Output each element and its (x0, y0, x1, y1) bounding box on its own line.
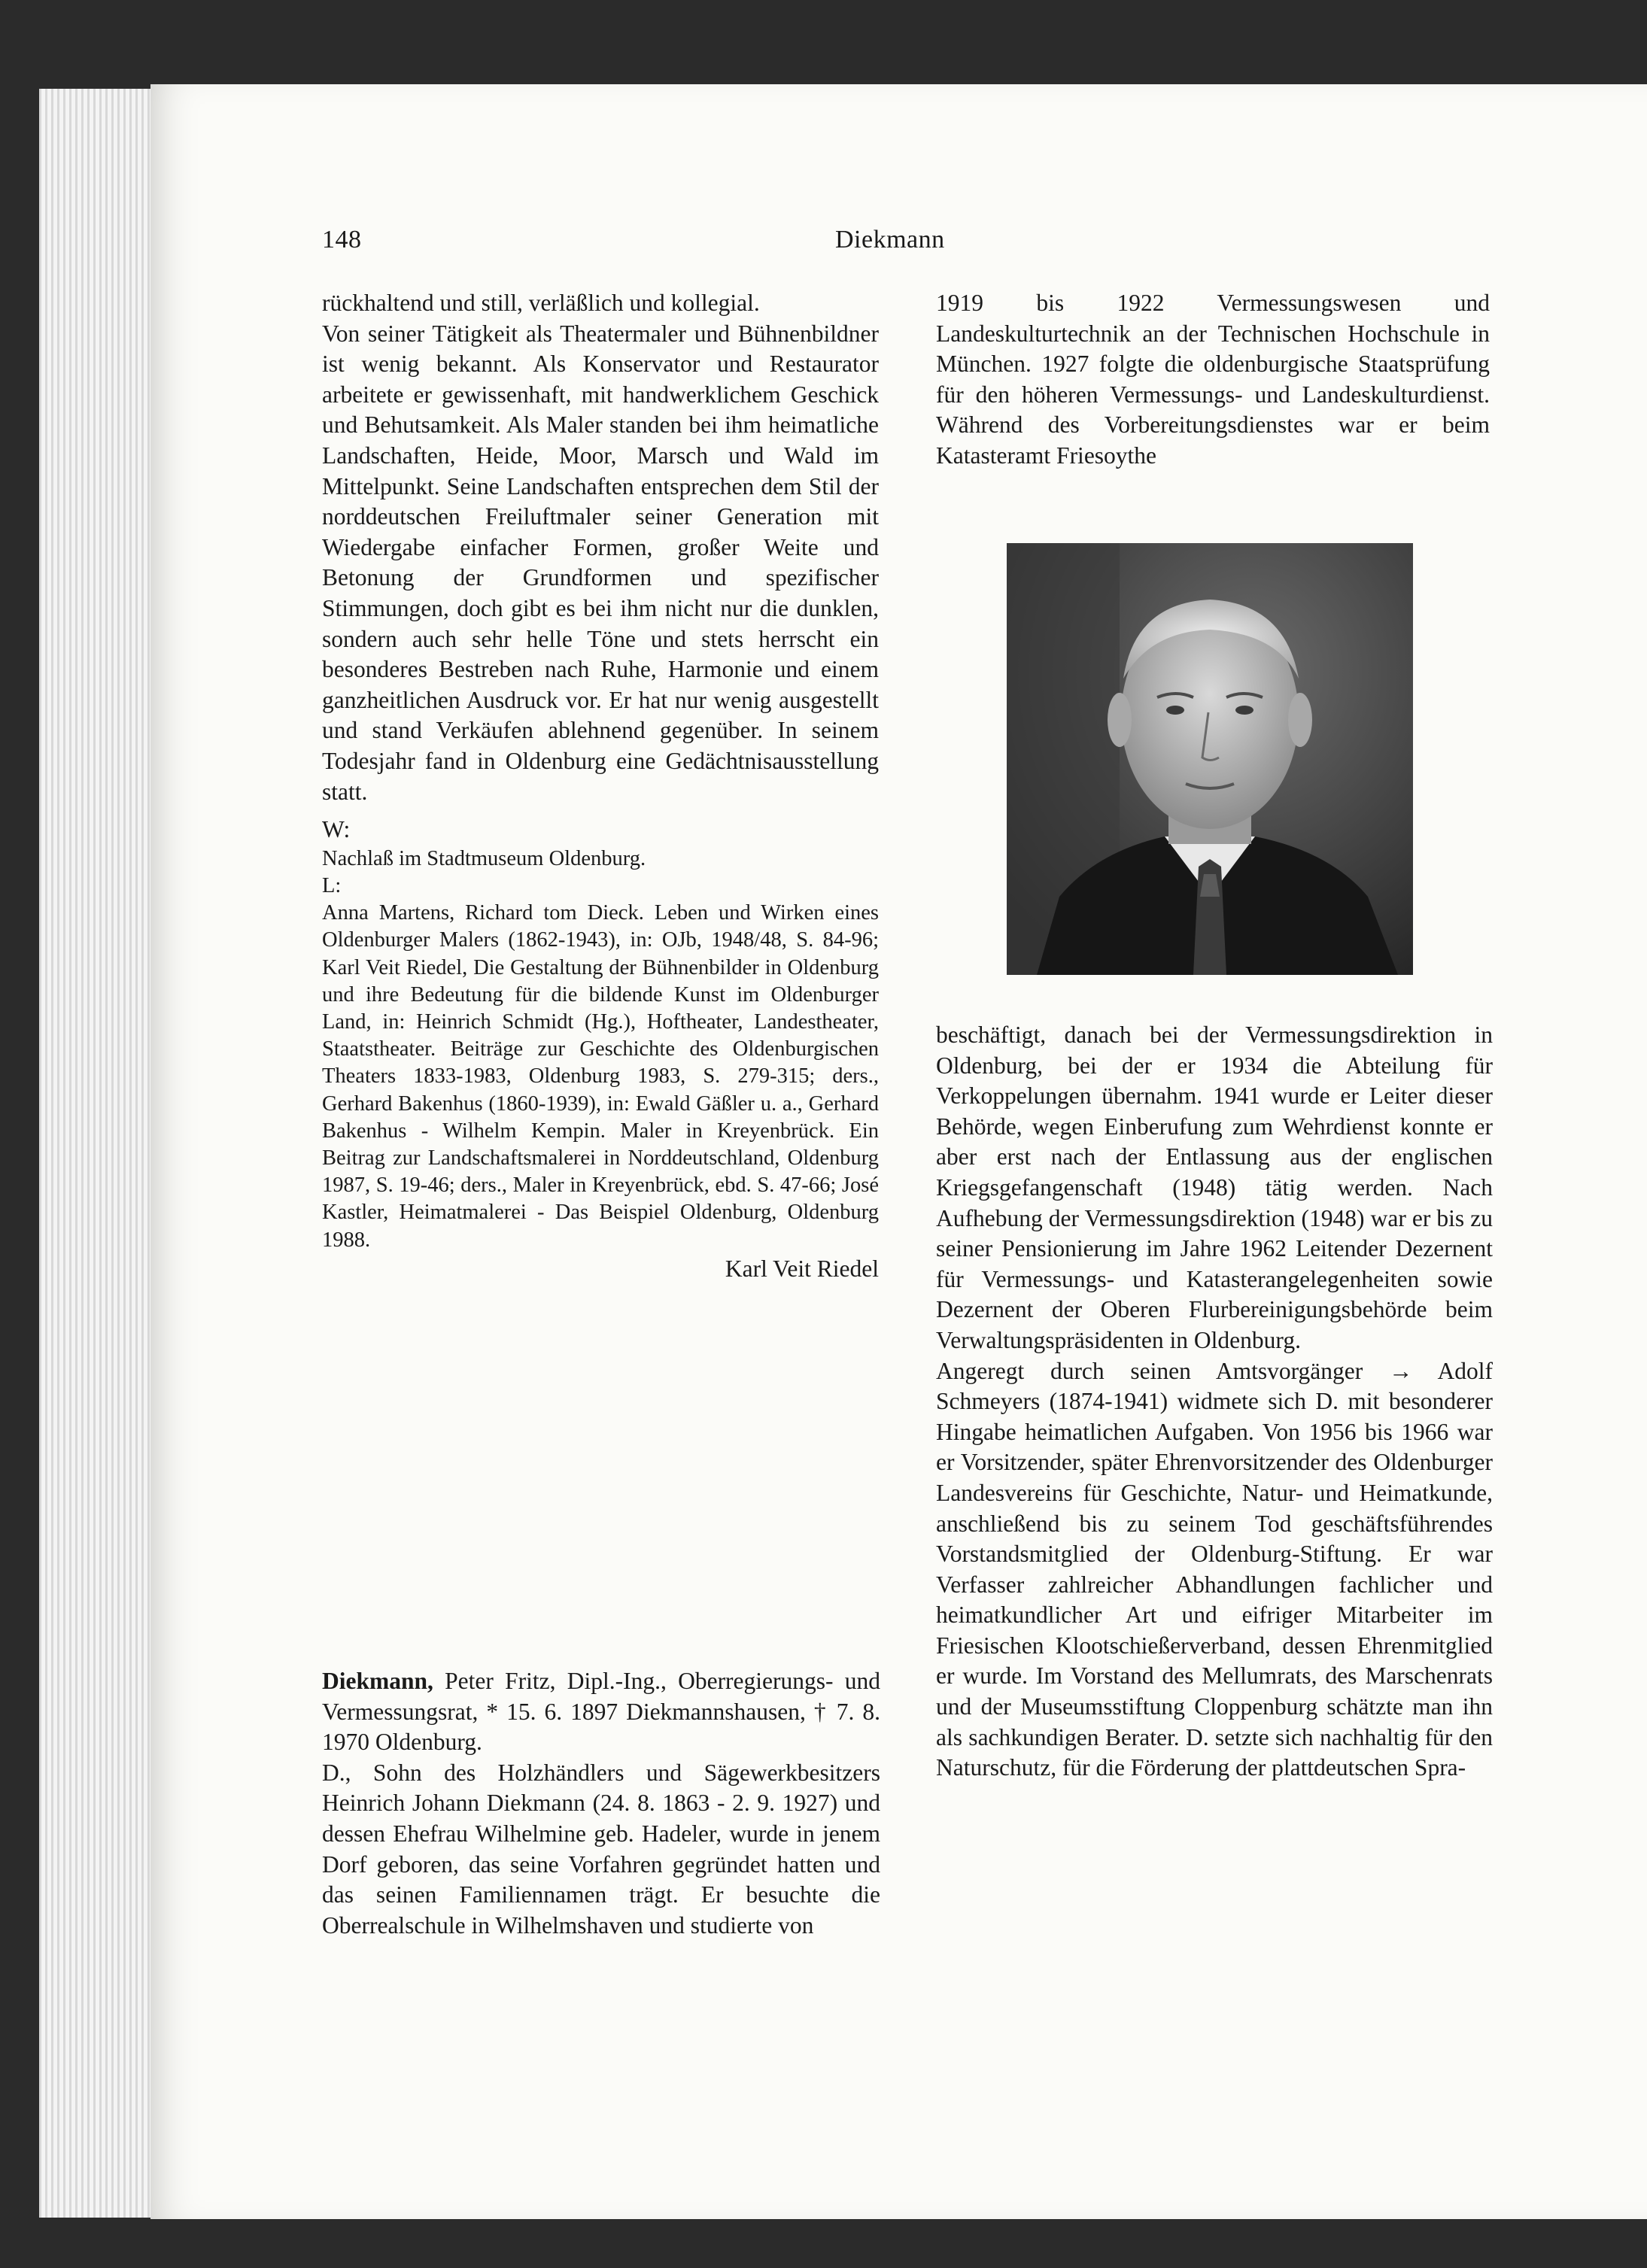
paragraph-end-previous-entry: rückhaltend und still, verläßlich und kollegial. (322, 290, 760, 316)
page-number: 148 (322, 226, 362, 254)
left-column-bottom (322, 1666, 880, 1941)
paragraph-honorary-work: Angeregt durch seinen Amtsvorgänger → Adolf Schmeyers (1874-1941) widmete sich D. mit besonderer Hingabe heimatlichen Aufgaben. Von 1956 bis 1966 war er Vorsitzender, später Ehrenvorsitzender des Oldenburger Landesvereins für Geschichte, Natur- und Heimatkunde, anschließend bis zu seinem Tod geschäftsführendes Vorstandsmitglied der Oldenburg-Stiftung. Er war Verfasser zahlreicher Abhandlungen fachlicher und heimatkundlicher Art und eifriger Mitarbeiter im Friesischen Klootschießerverband, dessen Ehrenmitglied er wurde. Im Vorstand des Mellumrats, des Marschenrats und der Museumsstiftung Cloppenburg schätzte man ihn als sachkundigen Berater. D. setzte sich nachhaltig für den Naturschutz, für die Förderung der plattdeutschen Spra- (936, 1357, 1493, 1781)
entry-author: Karl Veit Riedel (725, 1255, 879, 1282)
book-page-edges (39, 89, 160, 2218)
portrait-photo (1007, 543, 1413, 975)
entry-heading (322, 1666, 880, 1758)
literature-label: L: (322, 873, 342, 897)
paragraph-education: 1919 bis 1922 Vermessungswesen und Landeskulturtechnik an der Technischen Hochschule in München. 1927 folgte die oldenburgische Staatsprüfung für den höheren Vermessungs- und Landeskulturdienst. Während des Vorbereitungsdienstes war er beim Katasteramt Friesoythe (936, 290, 1490, 469)
works-text: Nachlaß im Stadtmuseum Oldenburg. (322, 846, 646, 870)
paragraph-biography-start: D., Sohn des Holzhändlers und Sägewerkbesitzers Heinrich Johann Diekmann (24. 8. 1863 - 2. 9. 1927) und dessen Ehefrau Wilhelmine geb. Hadeler, wurde in jenem Dorf geboren, das seine Vorfahren gegründet hatten und das seinen Familiennamen trägt. Er besuchte die Oberrealschule in Wilhelmshaven und studierte von (322, 1759, 880, 1939)
paragraph-career: beschäftigt, danach bei der Vermessungsdirektion in Oldenburg, bei der er 1934 die Abteilung für Verkoppelungen übernahm. 1941 wurde er Leiter dieser Behörde, wegen Einberufung zum Wehrdienst konnte er aber erst nach der Entlassung aus der englischen Kriegsgefangenschaft (1948) tätig werden. Nach Aufhebung der Vermessungsdirektion (1948) war er bis zu seiner Pensionierung im Jahre 1962 Leitender Dezernent für Vermessungs- und Katasterangelegenheiten sowie Dezernent der Oberen Flurbereinigungsbehörde beim Verwaltungspräsidenten in Oldenburg. (936, 1022, 1493, 1353)
entry-lemma: Diekmann, (322, 1668, 433, 1694)
running-title: Diekmann (835, 226, 945, 254)
right-column-bottom (936, 1020, 1493, 1784)
entry-heading-details: Peter Fritz, Dipl.-Ing., Oberregierungs- und Vermessungsrat, * 15. 6. 1897 Diekmannshausen, † 7. 8. 1970 Oldenburg. (322, 1668, 880, 1756)
left-column-top (322, 288, 879, 1284)
paragraph-painter-description: Von seiner Tätigkeit als Theatermaler und Bühnenbildner ist wenig bekannt. Als Konservator und Restaurator arbeitete er gewissenhaft, mit handwerklichem Geschick und Behutsamkeit. Als Maler standen bei ihm heimatliche Landschaften, Heide, Moor, Marsch und Wald im Mittelpunkt. Seine Landschaften entsprechen dem Stil der norddeutschen Freiluftmaler seiner Generation mit Wiedergabe einfacher Formen, großer Weite und Betonung der Grundformen und spezifischer Stimmungen, doch gibt es bei ihm nicht nur die dunklen, sondern auch sehr helle Töne und stets herrscht ein besonderes Bestreben nach Ruhe, Harmonie und einem ganzheitlichen Ausdruck vor. Er hat nur wenig ausgestellt und stand Verkäufen ablehnend gegenüber. In seinem Todesjahr fand in Oldenburg eine Gedächtnisausstellung statt. (322, 320, 879, 805)
right-column-top (936, 288, 1490, 472)
literature-text: Anna Martens, Richard tom Dieck. Leben und Wirken eines Oldenburger Malers (1862-1943), in: OJb, 1948/48, S. 84-96; Karl Veit Riedel, Die Gestaltung der Bühnenbilder in Oldenburg und ihre Bedeutung für die bildende Kunst im Oldenburger Land, in: Heinrich Schmidt (Hg.), Hoftheater, Landestheater, Staatstheater. Beiträge zur Geschichte des Oldenburgischen Theaters 1833-1983, Oldenburg 1983, S. 279-315; ders., Gerhard Bakenhus (1860-1939), in: Ewald Gäßler u. a., Gerhard Bakenhus - Wilhelm Kempin. Maler in Kreyenbrück. Ein Beitrag zur Landschaftsmalerei in Norddeutschland, Oldenburg 1987, S. 19-46; ders., Maler in Kreyenbrück, ebd. S. 47-66; José Kastler, Heimatmalerei - Das Beispiel Oldenburg, Oldenburg 1988. (322, 901, 879, 1252)
works-label: W: (322, 816, 351, 843)
